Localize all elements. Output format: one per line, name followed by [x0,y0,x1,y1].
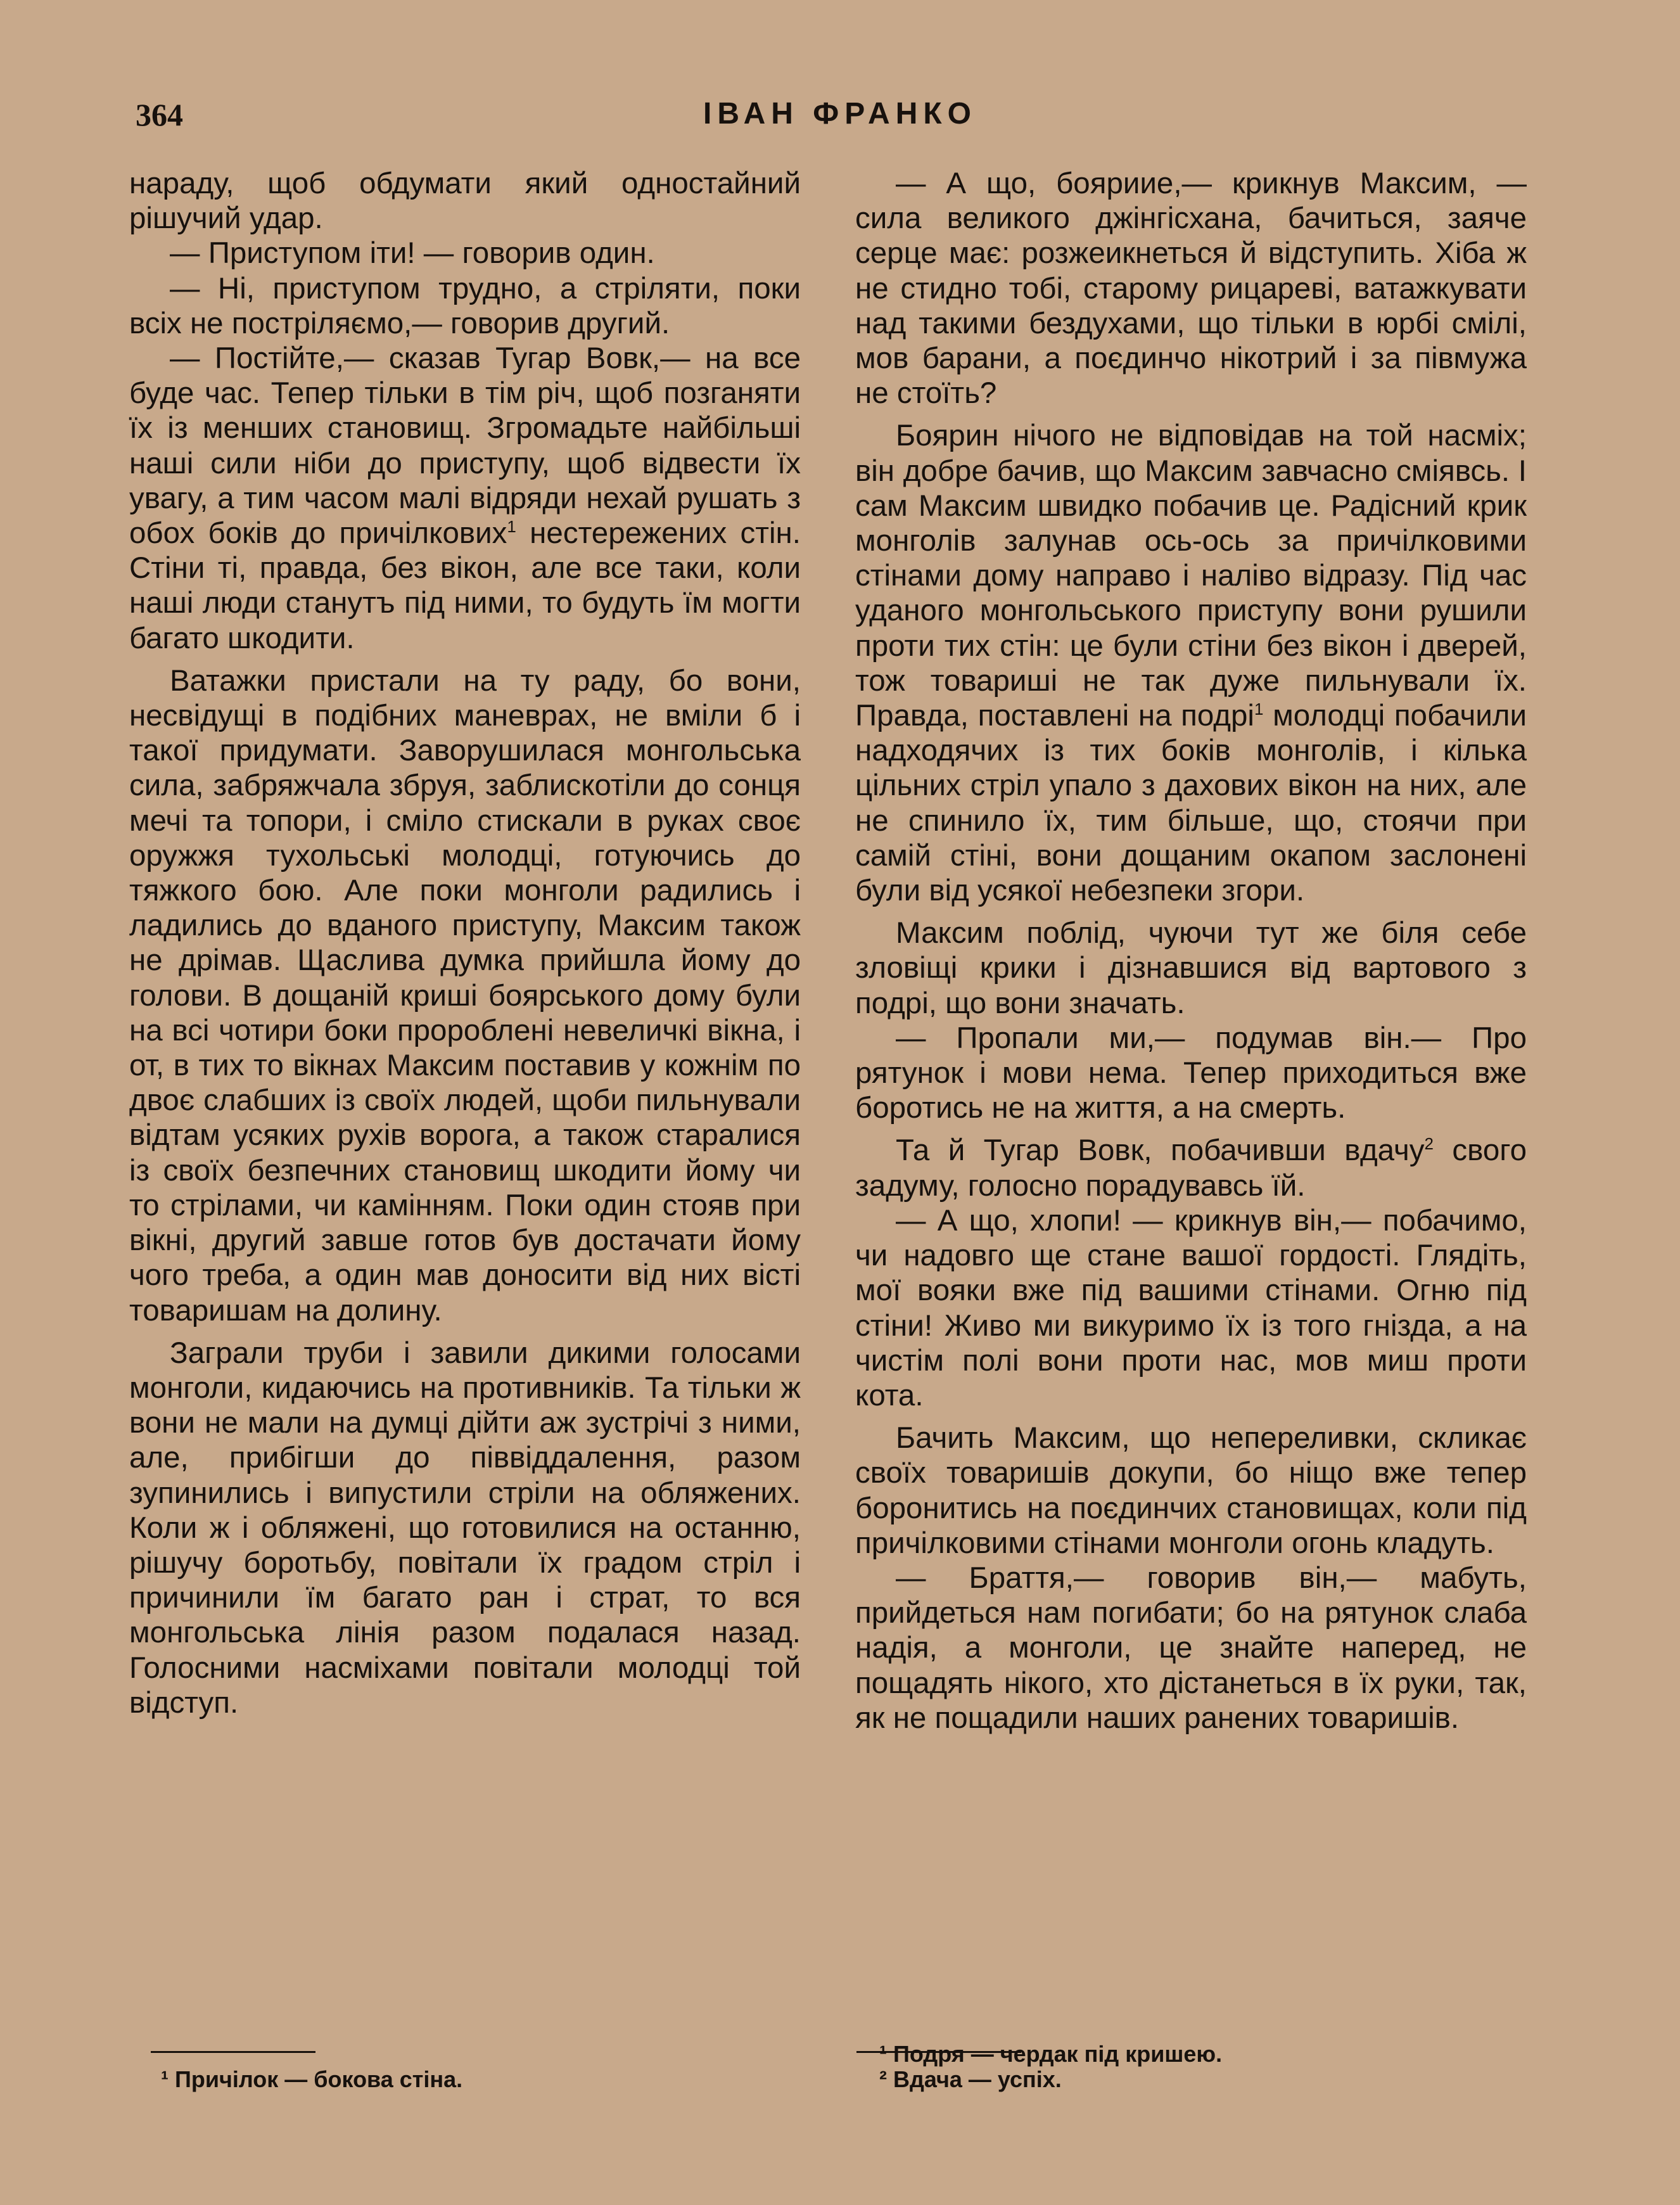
footnotes-right [879,2042,1551,2092]
left-column [129,166,801,1720]
running-head-author: ІВАН ФРАНКО [703,97,977,131]
footnote: ² Вдача — успіх. [879,2066,1062,2092]
footnote: ¹ Подря — чердак під кришею. [879,2041,1223,2067]
paragraph: — А що, бояриие,— крикнув Максим, — сила великого джінгісхана, бачиться, заяче серце має: розжеикнеться й відступить. Хіба ж не стидно тобі, старому рицареві, ватажкувати над такими бездухами, що тільки в юрбі смілі, мов барани, а поєдинчо нікотрий і за півмужа не стоїть? [855,167,1527,411]
footnote-marker: 2 [1424,1134,1434,1154]
paragraph: Боярин нічого не відповідав на той насміх; він добре бачив, що Максим завчасно сміявсь. І сам Максим швидко побачив це. Радісний крик монголів залунав ось-ось за причілковими стінами дому направо і наліво відразу. Під час уданого монгольського приступу вони рушили проти тих стін: це були стіни без вікон і дверей, тож товариші не так дуже пильнували їх. Правда, поставлені на подрі$^1$ молодці побачили надходячих із тих боків монголів, і кілька цільних стріл упало з дахових вікон на них, але не спинило їх, тим більше, що, стоячи при самій стіні, вони дощаним окапом заслонені були від усякої небезпеки згори. [855,419,1527,908]
paragraph: Бачить Максим, що непереливки, скликає своїх товаришів докупи, бо ніщо вже тепер боронитись на поєдинчих становищах, коли під причілковими стінами монголи огонь кладуть. [855,1421,1527,1560]
paragraph: Та й Тугар Вовк, побачивши вдачу$^2$ свого задуму, голосно порадувавсь їй. [855,1134,1527,1203]
footnotes-left [161,2067,832,2092]
paragraph: — А що, хлопи! — крикнув він,— побачимо, чи надовго ще стане вашої гордості. Глядіть, мої вояки вже під вашими стінами. Огню під стіни! Живо ми викуримо їх із того гнізда, а на чистім полі вони проти нас, мов миш проти кота. [855,1203,1527,1412]
paragraph: нараду, щоб обдумати який одностайний рішучий удар. [129,167,801,236]
page-number: 364 [136,97,183,132]
paragraph: Ватажки пристали на ту раду, бо вони, несвідущі в подібних маневрах, не вміли б і такої придумати. Заворушилася монгольська сила, забряжчала збруя, заблискотіли до сонця мечі та топори, і сміло стискали в руках своє оружжя тухольські молодці, готуючись до тяжкого бою. Але поки монголи радились і ладились до вданого приступу, Максим також не дрімав. Щаслива думка прийшла йому до голови. В дощаній криші боярського дому були на всі чотири боки пророблені невеличкі вікна, і от, в тих то вікнах Максим поставив у кожнім по двоє слабших із своїх людей, щоби пильнували відтам усяких рухів ворога, а також старалися із своїх безпечних становищ шкодити йому чи то стрілами, чи камінням. Поки один стояв при вікні, другий завше готов був достачати йому чого треба, а один мав доносити від них вісті товаришам на долину. [129,663,801,1327]
footnote-marker: 1 [507,517,516,537]
paragraph: Заграли труби і завили дикими голосами монголи, кидаючись на противників. Та тільки ж вони не мали на думці дійти аж зустрічі з ними, але, прибігши до піввіддалення, разом зупинились і випустили стріли на обляжених. Коли ж і обляжені, що готовилися на останню, рішучу боротьбу, повітали їх градом стріл і причинили їм багато ран і страт, то вся монгольська лінія разом подалася назад. Голосними насміхами повітали молодці той відступ. [129,1336,801,1720]
footnote-marker: 1 [1254,700,1264,719]
paragraph: — Постійте,— сказав Тугар Вовк,— на все буде час. Тепер тільки в тім річ, щоб позганяти їх із менших становищ. Згромадьте найбільші наші сили ніби до приступу, щоб відвести їх увагу, а тим часом малі відряди нехай рушать з обох боків до причілкових$^1$ нестережених стін. Стіни ті, правда, без вікон, але все таки, коли наші люди станутъ під ними, то будуть їм могти багато шкодити. [129,342,801,655]
footnote: ¹ Причілок — бокова стіна. [161,2066,463,2092]
footnote-divider [151,2051,315,2053]
paragraph: — Ні, приступом трудно, а стріляти, поки всіх не постріляємо,— говорив другий. [129,271,801,340]
right-column [855,166,1527,1735]
paragraph: — Пропали ми,— подумав він.— Про рятунок і мови нема. Тепер приходиться вже боротись не на життя, а на смерть. [855,1021,1527,1125]
paragraph: — Браття,— говорив він,— мабуть, прийдеться нам погибати; бо на рятунок слаба надія, а монголи, це знайте наперед, не пощадять нікого, хто дістанеться в їх руки, так, як не пощадили наших ранених товаришів. [855,1561,1527,1735]
paragraph: — Приступом іти! — говорив один. [170,236,655,271]
paragraph: Максим поблід, чуючи тут же біля себе зловіщі крики і дізнавшися від вартового з подрі, що вони значать. [855,916,1527,1020]
